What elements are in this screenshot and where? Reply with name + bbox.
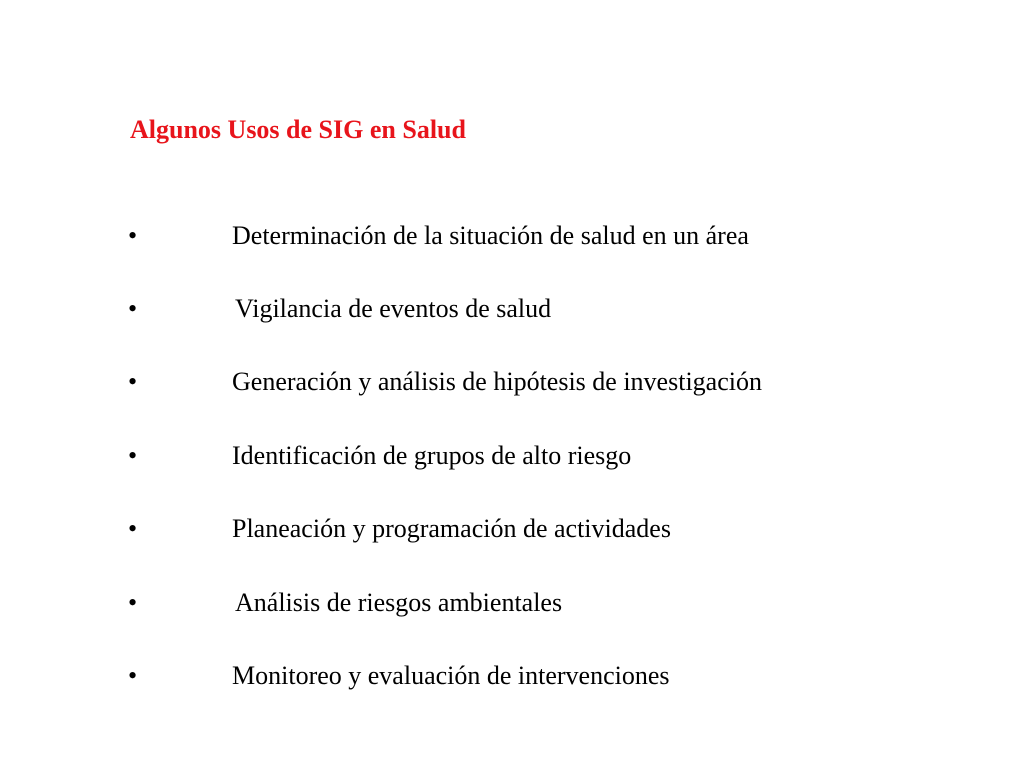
- bullet-text: Monitoreo y evaluación de intervenciones: [232, 661, 670, 690]
- bullet-item: [0, 583, 1000, 623]
- bullet-item: [0, 656, 1000, 696]
- bullet-item: [0, 436, 1000, 476]
- bullet-icon: •: [128, 441, 138, 470]
- bullet-item: [0, 509, 1000, 549]
- bullet-text: Determinación de la situación de salud en un área: [232, 221, 749, 250]
- bullet-text: Vigilancia de eventos de salud: [235, 294, 552, 323]
- bullet-text: Identificación de grupos de alto riesgo: [232, 441, 632, 470]
- bullet-item: [0, 289, 1000, 329]
- bullet-icon: •: [128, 661, 138, 690]
- bullet-item: [0, 362, 1000, 402]
- bullet-text: Análisis de riesgos ambientales: [235, 588, 563, 617]
- bullet-item: [0, 216, 1000, 256]
- slide-title: Algunos Usos de SIG en Salud: [130, 115, 466, 144]
- bullet-icon: •: [128, 367, 138, 396]
- bullet-text: Generación y análisis de hipótesis de investigación: [232, 367, 762, 396]
- bullet-icon: •: [128, 221, 138, 250]
- bullet-icon: •: [128, 588, 138, 617]
- bullet-icon: •: [128, 294, 138, 323]
- bullet-text: Planeación y programación de actividades: [232, 514, 671, 543]
- bullet-icon: •: [128, 514, 138, 543]
